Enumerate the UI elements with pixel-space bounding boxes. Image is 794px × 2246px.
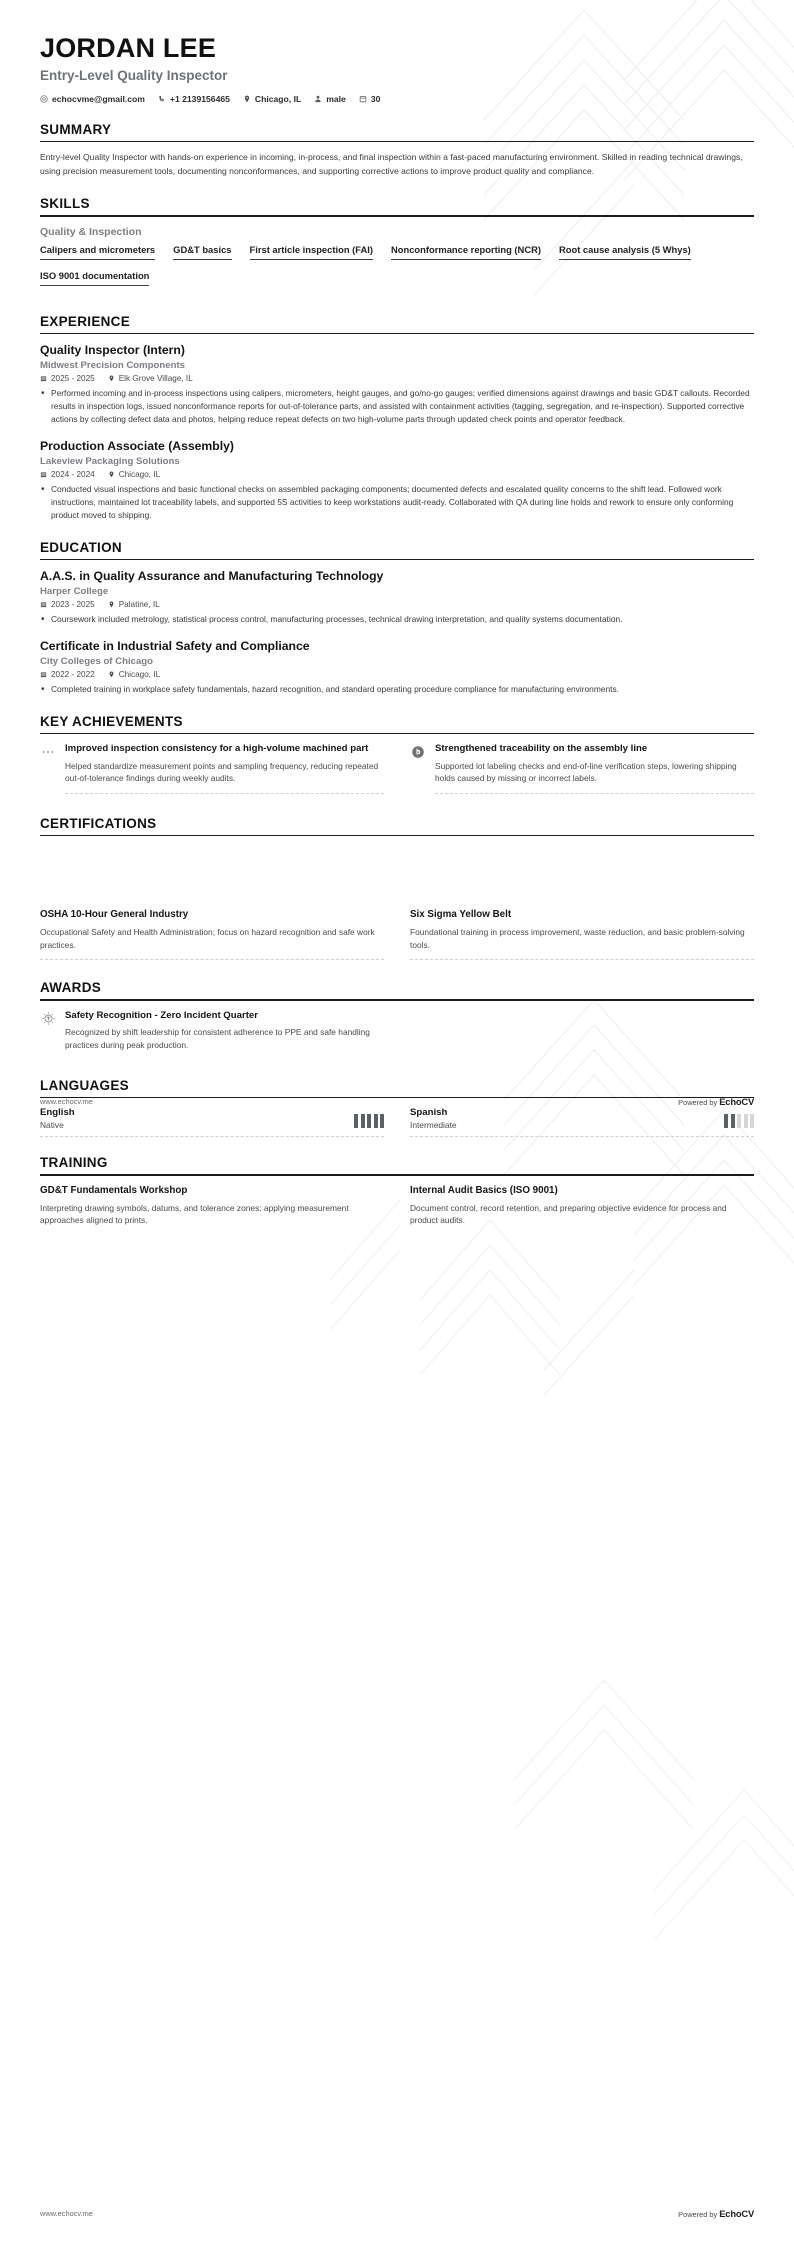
section-title-key-achievements: KEY ACHIEVEMENTS [40, 713, 183, 729]
experience-location [108, 374, 193, 383]
footer-brand-name: EchoCV [719, 1096, 754, 1107]
education-degree: A.A.S. in Quality Assurance and Manufacturing Technology [40, 569, 384, 584]
skill-chip: Calipers and micrometers [40, 244, 155, 260]
language-proficiency-bars [354, 1114, 384, 1130]
skill-chip: ISO 9001 documentation [40, 270, 149, 286]
contact-age [359, 94, 381, 104]
awards-empty-cell [410, 1010, 754, 1060]
achievement-body [435, 743, 754, 794]
bullet: • Performed incoming and in-process inspections using calipers, micrometers, height gauges, and go/no-go gauges; verified dimensions against drawings and basic GD&T callouts. Recorded results in inspection logs, issued nonconformance reports for out-of-tolerance parts, and assisted with containment activities (tagging, segregation, and re-inspection). Supported corrective actions by collecting defect data and photos, helping reduce repeat defects on two high-volume parts through updated check points and operator feedback. [40, 387, 754, 426]
job-headline: Entry-Level Quality Inspector [40, 67, 228, 83]
education-school: Harper College [40, 585, 109, 597]
language-name: Spanish [410, 1107, 448, 1119]
contact-email[interactable] [40, 94, 145, 104]
experience-dates-text: 2025 - 2025 [51, 373, 95, 383]
footer-brand-name: EchoCV [719, 2208, 754, 2219]
education-dates-text: 2023 - 2025 [51, 599, 95, 609]
section-title-skills: SKILLS [40, 196, 90, 212]
section-summary [40, 122, 754, 178]
proficiency-bar [374, 1114, 378, 1128]
footer-site-url[interactable]: www.echocv.me [40, 1097, 93, 1106]
proficiency-bar [380, 1114, 384, 1128]
proficiency-bar [354, 1114, 358, 1128]
tag-circle-icon [410, 744, 426, 760]
proficiency-bar [750, 1114, 754, 1128]
language-text [40, 1107, 75, 1130]
section-experience [40, 314, 754, 522]
education-bullets [40, 613, 754, 626]
footer-site-url[interactable]: www.echocv.me [40, 2209, 93, 2218]
location-pin-icon [108, 471, 115, 478]
section-divider [40, 999, 754, 1001]
bullet: • Coursework included metrology, statistical process control, manufacturing processes, technical drawing interpretation, and quality systems documentation. [40, 613, 754, 626]
section-divider [40, 1174, 754, 1176]
footer-powered-label: Powered by [678, 2210, 720, 2219]
contact-gender [314, 94, 346, 104]
calendar-icon [40, 671, 47, 678]
section-title-certifications: CERTIFICATIONS [40, 815, 157, 831]
certification-item [40, 909, 384, 960]
section-title-languages: LANGUAGES [40, 1077, 129, 1093]
education-bullets [40, 683, 754, 696]
education-dates-text: 2022 - 2022 [51, 669, 95, 679]
resume-header [40, 34, 754, 104]
location-pin-icon [243, 95, 251, 103]
skill-group [40, 226, 754, 296]
education-location-text: Palatine, IL [118, 599, 160, 609]
contact-phone[interactable] [158, 94, 230, 104]
calendar-icon [40, 471, 47, 478]
experience-dates-text: 2024 - 2024 [51, 469, 95, 479]
footer-brand [678, 2208, 754, 2219]
experience-company: Midwest Precision Components [40, 359, 185, 371]
skill-chip: GD&T basics [173, 244, 231, 260]
experience-dates [40, 470, 95, 479]
contact-row [40, 94, 754, 104]
experience-role: Quality Inspector (Intern) [40, 343, 185, 358]
proficiency-bar [737, 1114, 741, 1128]
calendar-icon [359, 95, 367, 103]
footer-brand [678, 1096, 754, 1107]
training-desc: Interpreting drawing symbols, datums, and tolerance zones; applying measurement approaches aligned to prints. [40, 1202, 349, 1226]
education-entry [40, 569, 754, 626]
medal-icon [40, 1011, 56, 1027]
experience-location [108, 470, 160, 479]
language-item [40, 1107, 384, 1137]
training-item [410, 1185, 754, 1235]
contact-gender-text: male [326, 93, 346, 104]
proficiency-bar [731, 1114, 735, 1128]
education-location-text: Chicago, IL [118, 669, 161, 679]
section-awards [40, 980, 754, 1059]
proficiency-bar [744, 1114, 748, 1128]
experience-role: Production Associate (Assembly) [40, 438, 234, 453]
language-name: English [40, 1107, 75, 1119]
certifications-spacer [40, 845, 754, 909]
languages-grid [40, 1107, 754, 1137]
language-level: Intermediate [410, 1120, 457, 1131]
skill-group-title: Quality & Inspection [40, 225, 142, 238]
award-desc: Recognized by shift leadership for consistent adherence to PPE and safe handling practices during peak production. [65, 1027, 370, 1051]
experience-meta [40, 470, 754, 479]
bullet: • Conducted visual inspections and basic functional checks on assembled packaging components; documented defects and escalated quality concerns to the shift lead. Followed work instructions, maintained lot traceability labels, and supported 5S activities to keep workstations audit-ready. Collaborated with QA during line holds and rework to ensure only conforming product moved to shipping. [40, 483, 754, 522]
experience-bullets [40, 483, 754, 522]
phone-icon [158, 95, 166, 103]
language-text [410, 1107, 457, 1130]
email-icon [40, 95, 48, 103]
education-location [108, 600, 160, 609]
certification-item [410, 909, 754, 960]
education-dates [40, 670, 95, 679]
education-dates [40, 600, 95, 609]
location-pin-icon [108, 375, 115, 382]
summary-text: Entry-level Quality Inspector with hands-on experience in incoming, in-process, and final inspection within a fast-paced manufacturing environment. Skilled in reading technical drawings, using precision measurement tools, documenting nonconformances, and supporting corrective actions to improve product quality and compliance. [40, 152, 743, 176]
education-location [108, 670, 160, 679]
section-divider [40, 559, 754, 561]
experience-dates [40, 374, 95, 383]
section-title-training: TRAINING [40, 1155, 108, 1171]
location-pin-icon [108, 671, 115, 678]
skill-chip: First article inspection (FAI) [250, 244, 373, 260]
experience-location-text: Chicago, IL [118, 469, 161, 479]
education-school: City Colleges of Chicago [40, 655, 154, 667]
achievement-title: Strengthened traceability on the assembly line [435, 743, 648, 755]
section-divider [40, 141, 754, 143]
certification-title: OSHA 10-Hour General Industry [40, 909, 189, 921]
contact-age-text: 30 [370, 93, 381, 104]
page-footer [40, 1096, 754, 1107]
section-title-summary: SUMMARY [40, 121, 112, 137]
training-title: GD&T Fundamentals Workshop [40, 1184, 188, 1196]
contact-location-text: Chicago, IL [254, 93, 302, 104]
section-title-education: EDUCATION [40, 539, 122, 555]
location-pin-icon [108, 601, 115, 608]
experience-entry [40, 343, 754, 426]
section-certifications [40, 816, 754, 961]
certifications-grid [40, 909, 754, 960]
certification-desc: Foundational training in process improvement, waste reduction, and basic problem-solving tools. [410, 926, 754, 960]
language-item [410, 1107, 754, 1137]
experience-location-text: Elk Grove Village, IL [118, 373, 193, 383]
education-entry [40, 639, 754, 696]
proficiency-bar [361, 1114, 365, 1128]
dots-icon [40, 744, 56, 760]
section-key-achievements [40, 714, 754, 794]
bullet: • Completed training in workplace safety fundamentals, hazard recognition, and standard operating procedure compliance for manufacturing environments. [40, 683, 754, 696]
education-meta [40, 670, 754, 679]
certification-title: Six Sigma Yellow Belt [410, 909, 512, 921]
proficiency-bar [367, 1114, 371, 1128]
language-proficiency-bars [724, 1114, 754, 1130]
contact-email-text: echocvme@gmail.com [52, 93, 145, 104]
experience-company: Lakeview Packaging Solutions [40, 455, 180, 467]
achievement-body [65, 743, 384, 794]
experience-bullets [40, 387, 754, 426]
achievement-item [40, 743, 384, 794]
award-item [40, 1010, 384, 1060]
footer-powered-label: Powered by [678, 1098, 720, 1107]
person-icon [314, 95, 322, 103]
proficiency-bar [724, 1114, 728, 1128]
page-title: JORDAN LEE [40, 33, 217, 63]
section-title-awards: AWARDS [40, 980, 102, 996]
award-title: Safety Recognition - Zero Incident Quarter [65, 1009, 258, 1021]
calendar-icon [40, 601, 47, 608]
section-education [40, 540, 754, 696]
section-divider [40, 215, 754, 217]
achievement-item [410, 743, 754, 794]
page-footer [40, 2208, 754, 2219]
achievement-desc: Helped standardize measurement points and sampling frequency, reducing repeated out-of-tolerance findings during weekly audits. [65, 760, 384, 794]
section-skills [40, 196, 754, 296]
section-divider [40, 733, 754, 735]
achievement-desc: Supported lot labeling checks and end-of-line verification steps, lowering shipping holds caused by missing or incorrect labels. [435, 760, 754, 794]
training-title: Internal Audit Basics (ISO 9001) [410, 1184, 558, 1196]
section-divider [40, 835, 754, 837]
achievements-grid [40, 743, 754, 794]
experience-meta [40, 374, 754, 383]
certification-desc: Occupational Safety and Health Administration; focus on hazard recognition and safe work practices. [40, 926, 384, 960]
section-title-experience: EXPERIENCE [40, 313, 131, 329]
training-desc: Document control, record retention, and preparing objective evidence for process and product audits. [410, 1202, 727, 1226]
section-training [40, 1155, 754, 1235]
contact-location[interactable] [243, 94, 301, 104]
achievement-title: Improved inspection consistency for a high-volume machined part [65, 743, 369, 755]
language-level: Native [40, 1120, 64, 1131]
awards-grid [40, 1010, 754, 1060]
skill-list [40, 244, 754, 296]
skill-chip: Root cause analysis (5 Whys) [559, 244, 691, 260]
section-divider [40, 333, 754, 335]
contact-phone-text: +1 2139156465 [169, 93, 230, 104]
skill-chip: Nonconformance reporting (NCR) [391, 244, 541, 260]
training-item [40, 1185, 384, 1235]
education-degree: Certificate in Industrial Safety and Compliance [40, 638, 310, 653]
calendar-icon [40, 375, 47, 382]
education-meta [40, 600, 754, 609]
section-languages [40, 1078, 754, 1138]
training-grid [40, 1185, 754, 1235]
experience-entry [40, 439, 754, 522]
chevron-watermark-lower-right [504, 1640, 794, 2040]
award-body [65, 1010, 384, 1060]
